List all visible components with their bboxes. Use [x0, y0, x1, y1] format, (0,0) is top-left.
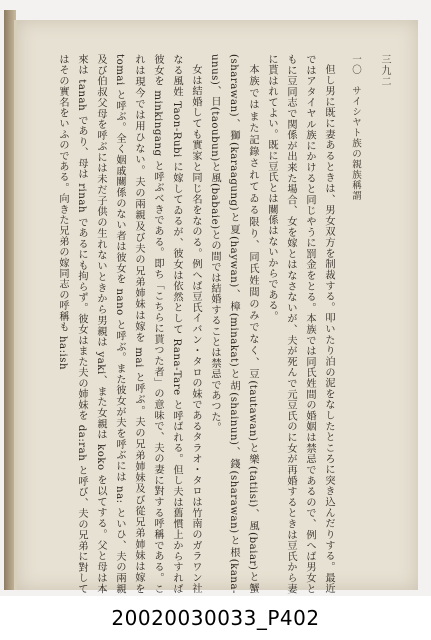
body-text: [28, 54, 338, 594]
page-number: 三九二: [379, 54, 390, 87]
paragraph: 本族ではまた記錄されてゐる限り、同氏姓間のみでなく、豆(tautawan)と樂(tatiisi)、風(baiar)と蟹(sharawan)、獅(karaagung)と夏(haywan)、樟(minakat)と胡(shainun)、錢(sharawan)と根(kana-unus)、日(taoubun)と風(babaie)との間では結婚することは禁忌であつた。: [209, 54, 258, 594]
image-caption: 20020030033_P402: [111, 606, 320, 630]
book-page: [14, 20, 418, 594]
running-header: 一〇 サイシヤト族の親族稱謂: [350, 54, 361, 201]
paragraph: 女は結婚しても實家と同じ名をなのる。例へば豆氏イバン・タロの妹であるタラオ・タロは竹南のガラワン社なる風姓 Taon-Rubi に嫁してゐるが、彼女は依然として Rana-Tare と呼ばれる。但し夫は舊慣上からすれば彼女を minkingang と呼ぶべきである。即ち「こちらに貰つた者」の意味で、夫の妻に對する呼稱である。これは現今では用ひない。夫の兩親及び夫の兄弟姉妹は嫁を mai と呼ぶ。夫の兄弟姉妹及び從兄弟姉妹は嫁を tomai と呼ぶ。全く姻戚關係のない者は彼女を nano と呼ぶ。また彼女が夫を呼ぶには na: といひ、夫の兩親及び伯叔父母を呼ぶには未だ子供の生れないときから男親は yaki、また女親は koko を以てする。父と母は本來は tanah であり、母は rinah であるにも拘らず。彼女はまた夫の姉妹を da:rah と呼び、夫の兄弟に對してはその實名をいふのである。向きた兄弟の嫁同志の呼稱も ha:ish: [57, 54, 201, 594]
paragraph: 但し男に既に妻あるときは、男女双方を制裁する。叩いたり泊の泥をなしたところに突き込んだりする。最近ではアタイヤル族にかけると同じやうに罰金をとる。本族では同氏姓間の婚姻は禁忌であるので、例へば男女ともに豆同志で関係が出来た場合、女を嫁とはなさないが、夫が死んで元豆氏のに女が再婚するときは豆氏から妻に貰はれてよい。既に豆氏とは關係はないからである。: [266, 54, 334, 594]
